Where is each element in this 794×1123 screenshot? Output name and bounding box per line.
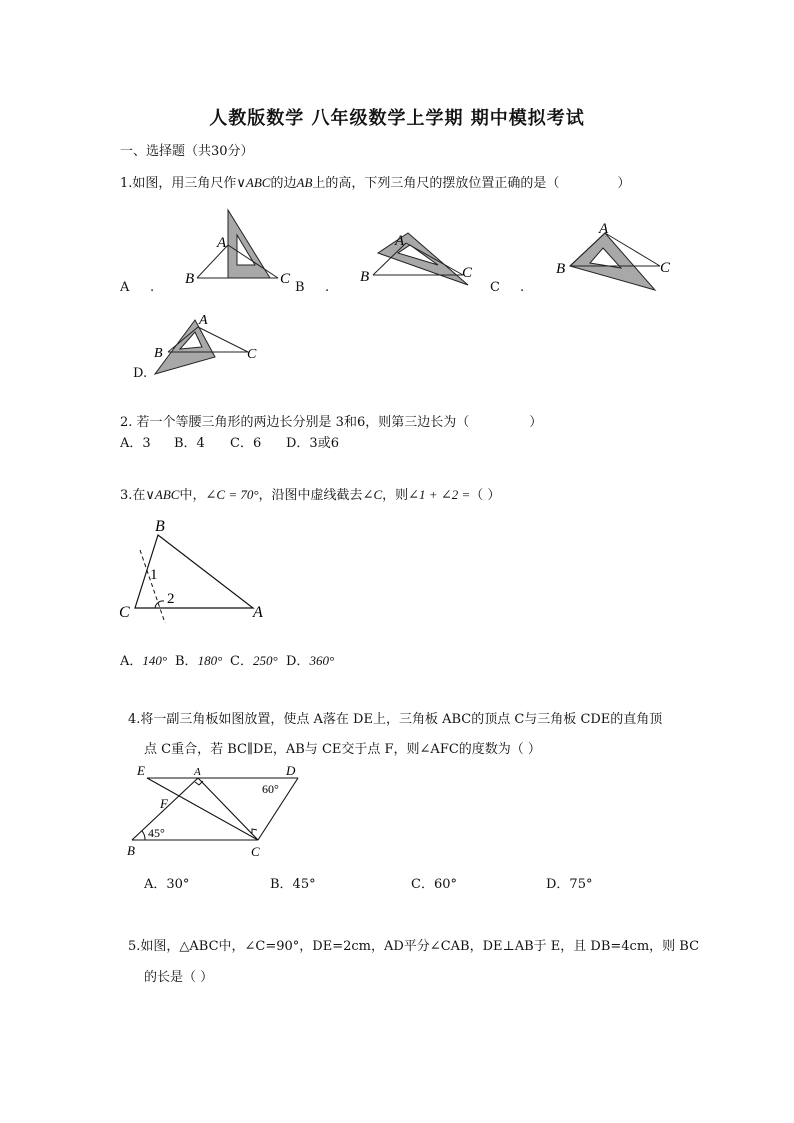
label-B: B <box>360 269 370 285</box>
q3-mid3: ，则 <box>382 488 409 503</box>
label-angle-1: 1 <box>150 567 158 583</box>
question-4-line-2: 点 C重合，若 BC∥DE，AB与 CE交于点 F，则∠AFC的度数为（ ） <box>144 742 541 757</box>
label-C: C <box>247 347 257 362</box>
q1-figure-d <box>150 312 270 377</box>
q1-post: 上的高，下列三角尺的摆放位置正确的是（ <box>312 176 560 191</box>
label-45-degree: 45° <box>148 826 165 840</box>
q3-mid: 中， <box>179 488 206 503</box>
q1-ab: AB <box>296 175 313 190</box>
q3-option-b[interactable] <box>175 650 222 669</box>
q3-option-d[interactable] <box>286 650 334 669</box>
label-B: B <box>185 271 195 287</box>
q3-option-c-letter: C． <box>230 654 253 669</box>
q1-triangle: ∨ABC <box>236 175 271 190</box>
q1-dot-a: . <box>150 280 155 295</box>
q3-option-b-value: 180° <box>197 653 223 668</box>
q1-mid: 的边 <box>270 176 297 191</box>
label-C: C <box>119 604 130 621</box>
q3-angle2: ∠C <box>362 487 383 502</box>
q3-option-c[interactable] <box>230 650 278 669</box>
label-E: E <box>137 763 145 778</box>
label-F: F <box>160 796 168 811</box>
question-2-stem <box>120 411 542 430</box>
q2-option-d[interactable]: D．3或6 <box>286 436 339 451</box>
question-1-stem <box>120 172 630 191</box>
question-4-line-1: 4.将一副三角板如图放置，使点 A落在 DE上，三角板 ABC的顶点 C与三角板 CDE的直角顶 <box>128 712 663 727</box>
q3-mid2: ，沿图中虚线截去 <box>258 488 363 503</box>
q2-option-a[interactable]: A．3 <box>120 436 151 451</box>
label-B: B <box>127 843 135 858</box>
label-C: C <box>280 271 291 287</box>
q4-option-c[interactable]: C．60° <box>411 877 457 892</box>
label-C: C <box>660 260 671 276</box>
q1-figure-c <box>555 218 685 293</box>
q3-option-a-letter: A． <box>120 654 143 669</box>
label-A: A <box>253 604 263 621</box>
q1-dot-b: . <box>325 280 330 295</box>
q2-option-b[interactable]: B．4 <box>174 436 205 451</box>
q3-option-d-value: 360° <box>309 653 335 668</box>
label-A: A <box>199 313 208 328</box>
q3-close: （ ） <box>470 488 501 503</box>
q2-option-c[interactable]: C．6 <box>230 436 262 451</box>
q3-option-d-letter: D． <box>286 654 310 669</box>
q3-triangle: ∨ABC <box>145 487 180 502</box>
q3-angle: ∠C = 70° <box>205 487 259 502</box>
q3-expr: ∠1 + ∠2 = <box>408 487 471 502</box>
label-A: A <box>599 221 609 237</box>
label-D: D <box>286 763 296 778</box>
q4-option-d[interactable]: D．75° <box>546 877 593 892</box>
label-A: A <box>395 233 405 249</box>
page-title: 人教版数学 八年级数学上学期 期中模拟考试 <box>209 108 585 129</box>
q3-option-c-value: 250° <box>252 653 278 668</box>
q1-close: ） <box>617 176 631 191</box>
q3-pre: 3.在 <box>120 488 146 503</box>
q1-pre: 1.如图，用三角尺作 <box>120 176 237 191</box>
label-A: A <box>217 235 227 251</box>
q4-option-b[interactable]: B．45° <box>270 877 316 892</box>
q2-stem-text: 2. 若一个等腰三角形的两边长分别是 3和6，则第三边长为（ <box>120 415 470 430</box>
q2-close: ） <box>529 415 543 430</box>
label-C: C <box>251 844 260 859</box>
q3-option-a-value: 140° <box>142 653 168 668</box>
label-C: C <box>462 265 473 281</box>
q3-figure <box>115 515 275 625</box>
q1-figure-b <box>358 225 483 290</box>
q1-dot-c: . <box>520 280 525 295</box>
q4-option-a[interactable]: A．30° <box>144 877 190 892</box>
label-A: A <box>194 766 201 778</box>
q4-figure <box>125 762 315 862</box>
q1-figure-a <box>185 205 295 290</box>
label-angle-2: 2 <box>167 591 175 607</box>
label-B: B <box>155 518 165 535</box>
question-5-line-2: 的长是（ ） <box>144 970 214 985</box>
q1-option-d[interactable]: D. <box>133 366 148 381</box>
q3-option-b-letter: B． <box>175 654 198 669</box>
question-3-stem <box>120 484 500 503</box>
label-B: B <box>154 346 163 361</box>
section-heading: 一、选择题（共30分） <box>120 144 254 159</box>
q1-option-c[interactable]: C <box>490 280 500 295</box>
q1-option-a[interactable]: A <box>120 280 130 295</box>
label-B: B <box>556 261 566 277</box>
q3-option-a[interactable] <box>120 650 167 669</box>
question-5-line-1: 5.如图，△ABC中，∠C=90°，DE=2cm，AD平分∠CAB，DE⊥AB于 E，且 DB=4cm，则 BC <box>128 939 700 954</box>
label-60-degree: 60° <box>262 782 279 796</box>
q1-option-b[interactable]: B <box>295 280 305 295</box>
